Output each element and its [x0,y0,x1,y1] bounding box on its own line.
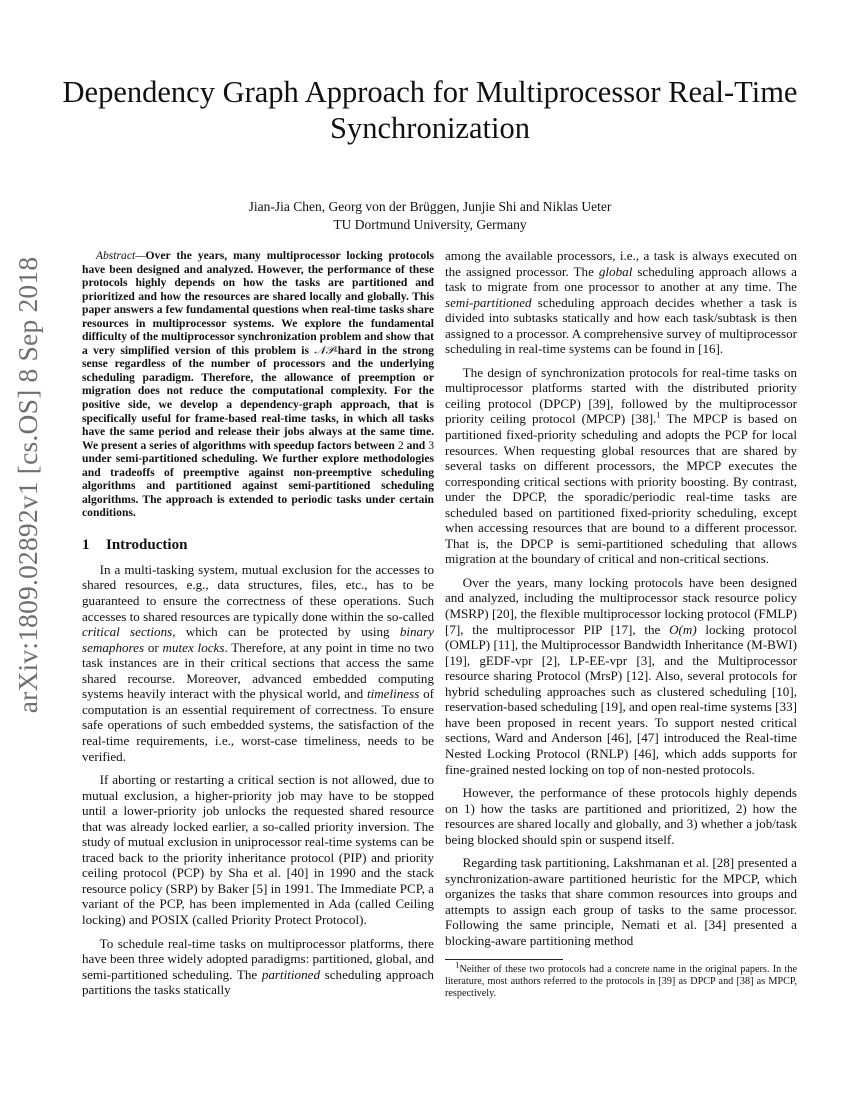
abstract-label: Abstract [95,249,136,262]
paradigms-continuation: among the available processors, i.e., a task is always executed on the assigned processor. The global scheduling approach allows a task to migrate from one processor to another at any time. The semi-partitioned scheduling approach decides whether a task is divided into subtasks statically and how each task/subtask is then assigned to a processor. A comprehensive survey of multiprocessor scheduling in real-time systems can be found in [16]. [445,248,797,357]
np-symbol: 𝒩𝒫 [314,343,334,357]
intro-paragraph-2: If aborting or restarting a critical section is not allowed, due to mutual exclusion, a higher-priority job may have to be stopped until a lower-priority job unlocks the requested shared resource that was already locked earlier, a so-called priority inversion. The study of mutual exclusion in uniprocessor real-time systems can be traced back to the priority inheritance protocol (PIP) and priority ceiling protocol (PCP) by Sha et al. [40] in 1990 and the stack resource policy (SRP) by Baker [5] in 1991. The Immediate PCP, a variant of the PCP, has been implemented in Ada (called Ceiling locking) and POSIX (called Priority Protect Protocol). [82,772,434,927]
arxiv-identifier: arXiv:1809.02892v1 [cs.OS] 8 Sep 2018 [12,256,43,714]
partitioning-paragraph: Regarding task partitioning, Lakshmanan et al. [28] presented a synchronization-aware partitioned heuristic for the MPCP, which organizes the tasks that share common resources into groups and attempts to assign each group of tasks to the same processor. Following the same principle, Nemati et al. [34] presented a blocking-aware partitioning method [445,855,797,948]
paper-title: Dependency Graph Approach for Multiprocessor Real-Time Synchronization [62,75,798,145]
performance-paragraph: However, the performance of these protocols highly depends on 1) how the tasks are partitioned and prioritized, 2) how the resources are shared locally and globally, and 3) whether a job/task being blocked should spin or suspend itself. [445,785,797,847]
author-names: Jian-Jia Chen, Georg von der Brüggen, Junjie Shi and Niklas Ueter [248,199,612,214]
section-number: 1 [82,536,90,553]
o-m-notation: O(m) [669,621,697,637]
section-title: Introduction [106,536,188,553]
intro-paragraph-3: To schedule real-time tasks on multiprocessor platforms, there have been three widely adopted paradigms: partitioned, global, and semi-partitioned scheduling. The partitioned scheduling approach partitions the tasks statically [82,935,434,998]
abstract: Abstract—Over the years, many multiprocessor locking protocols have been designed and analyzed. However, the performance of these protocols highly depends on how the tasks are partitioned and prioritized and how the resources are shared locally and globally. This paper answers a few fundamental questions when real-time tasks share resources in multiprocessor systems. We explore the fundamental difficulty of the multiprocessor synchronization problem and show that a very simplified version of this problem is 𝒩𝒫-hard in the strong sense regardless of the number of processors and the underlying scheduling paradigm. Therefore, the allowance of preemption or migration does not reduce the computational complexity. For the positive side, we develop a dependency-graph approach, that is specifically useful for frame-based real-time tasks, in which all tasks have the same period and release their jobs always at the same time. We present a series of algorithms with speedup factors between 2 and 3 under semi-partitioned scheduling. We further explore methodologies and tradeoffs of preemptive against non-preemptive scheduling algorithms and partitioned against semi-partitioned scheduling algorithms. The approach is extended to periodic tasks under certain conditions. [82,249,435,520]
intro-paragraph-1: In a multi-tasking system, mutual exclusion for the accesses to shared resources, e.g., data structures, files, etc., has to be guaranteed to ensure the correctness of these operations. Such accesses to shared resources are typically done within the so-called critical sections, which can be protected by using binary semaphores or mutex locks. Therefore, at any point in time no two task instances are in their critical sections that access the same shared recourse. Moreover, advanced embedded computing systems heavily interact with the physical world, and timeliness of computation is an essential requirement of correctness. To ensure safe operations of such embedded systems, the satisfaction of the real-time requirements, i.e., worst-case timeliness, needs to be verified. [82,561,434,764]
arxiv-sidebar-stamp [6,256,50,714]
right-column [445,248,797,1000]
author-affiliation: TU Dortmund University, Germany [333,217,527,232]
footnote-divider [445,959,563,960]
footnote-number: 1 [455,959,460,970]
footnote: $^1$Neither of these two protocols had a concrete name in the original papers. In the literature, most authors referred to the protocols in [39] as DPCP and [38] as MPCP, respectively. [445,959,797,999]
design-paragraph: The design of synchronization protocols for real-time tasks on multiprocessor platforms started with the distributed priority ceiling protocol (DPCP) [39], followed by the multiprocessor priority ceiling protocol (MPCP) [38].$^1$ The MPCP is based on partitioned fixed-priority scheduling and adopts the PCP for local resources. When requesting global resources that are shared by several tasks on different processors, the MPCP executes the corresponding critical sections with priority boosting. By contrast, under the DPCP, the sporadic/periodic real-time tasks are scheduled based on partitioned fixed-priority scheduling, except when accessing resources that are bound to a different processor. That is, the DPCP is semi-partitioned scheduling that allows migration at the boundary of critical and non-critical sections. [445,364,797,567]
footnote-marker: 1 [656,410,661,421]
author-block [60,198,800,234]
section-heading-introduction [82,536,434,554]
protocols-paragraph: Over the years, many locking protocols have been designed and analyzed, including the multiprocessor stack resource policy (MSRP) [20], the flexible multiprocessor locking protocol (FMLP) [7], the multiprocessor PIP [17], the O(m) locking protocol (OMLP) [11], the Multiprocessor Bandwidth Inheritance (M-BWI) [19], gEDF-vpr [2], LP-EE-vpr [3], and the Multiprocessor resource sharing Protocol (MrsP) [12]. Also, several protocols for hybrid scheduling approaches such as clustered scheduling [10], reservation-based scheduling [19], and open real-time systems [33] have been proposed in recent years. To support nested critical sections, Ward and Anderson [46], [47] introduced the Real-time Nested Locking Protocol (RNLP) [46], which adds supports for fine-grained nested locking on top of non-nested protocols. [445,574,798,777]
left-column [82,249,434,1006]
